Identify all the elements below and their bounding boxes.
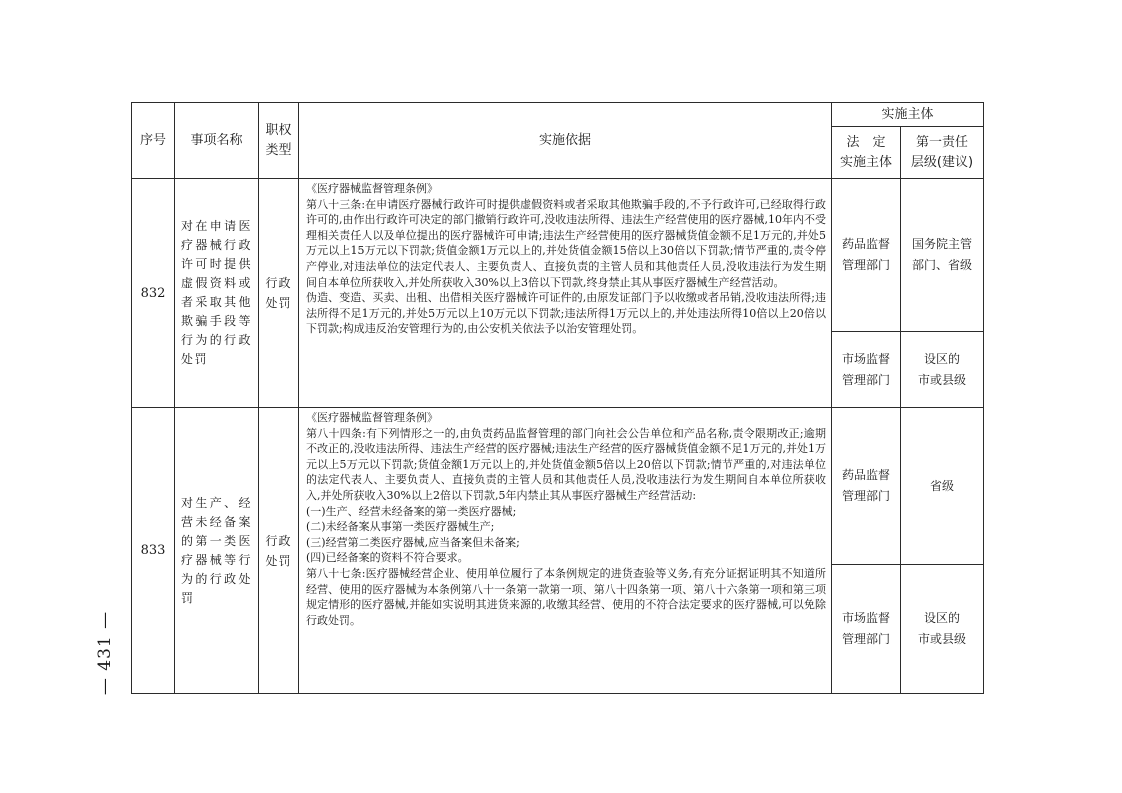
header-authority-type: 职权 类型 xyxy=(259,103,299,179)
page-number xyxy=(88,598,122,708)
row-legal-subject: 药品监督 管理部门 xyxy=(832,179,901,332)
row-authority-type: 行政 处罚 xyxy=(259,408,299,694)
table-header xyxy=(132,103,984,179)
header-basis: 实施依据 xyxy=(299,103,832,179)
administrative-penalty-table xyxy=(131,102,984,694)
row-first-level: 设区的 市或县级 xyxy=(901,332,984,408)
basis-paragraph: 第八十七条:医疗器械经营企业、使用单位履行了本条例规定的进货查验等义务,有充分证据证明其不知道所经营、使用的医疗器械为本条例第八十一条第一款第一项、第八十四条第一项、第八十六条第一项和第三项规定情形的医疗器械,并能如实说明其进货来源的,收缴其经营、使用的不符合法定要求的医疗器械,可以免除行政处罚。 xyxy=(306,566,826,627)
basis-paragraph: 伪造、变造、买卖、出租、出借相关医疗器械许可证件的,由原发证部门予以收缴或者吊销,没收违法所得;违法所得不足1万元的,并处5万元以上10万元以下罚款;违法所得1万元以上的,并处违法所得10倍以上20倍以下罚款;构成违反治安管理行为的,由公安机关依法予以治安管理处罚。 xyxy=(306,291,826,336)
basis-paragraph: (二)未经备案从事第一类医疗器械生产; xyxy=(306,520,495,534)
header-item-name: 事项名称 xyxy=(175,103,259,179)
basis-paragraph: (三)经营第二类医疗器械,应当备案但未备案; xyxy=(306,535,520,549)
header-subject-group: 实施主体 xyxy=(832,103,984,127)
table-row xyxy=(132,408,984,565)
header-first-level: 第一责任 层级(建议) xyxy=(901,127,984,179)
row-first-level: 省级 xyxy=(901,408,984,565)
page-number-text: — 431 — xyxy=(95,610,115,696)
row-item-name: 对生产、经营未经备案的第一类医疗器械等行为的行政处罚 xyxy=(175,408,259,694)
basis-paragraph: (一)生产、经营未经备案的第一类医疗器械; xyxy=(306,504,517,518)
row-item-name: 对在申请医疗器械行政许可时提供虚假资料或者采取其他欺骗手段等行为的行政处罚 xyxy=(175,179,259,408)
row-legal-subject: 市场监督 管理部门 xyxy=(832,565,901,694)
basis-paragraph: 第八十四条:有下列情形之一的,由负责药品监督管理的部门向社会公告单位和产品名称,责令限期改正;逾期不改正的,没收违法所得、违法生产经营的医疗器械;违法生产经营的医疗器械货值金额不足1万元的,并处1万元以上5万元以下罚款;货值金额1万元以上的,并处货值金额5倍以上20倍以下罚款;情节严重的,对违法单位的法定代表人、主要负责人、直接负责的主管人员和其他责任人员,没收违法行为发生期间自本单位所获收入,并处所获收入30%以上2倍以下罚款,5年内禁止其从事医疗器械生产经营活动: xyxy=(306,426,826,502)
row-first-level: 设区的 市或县级 xyxy=(901,565,984,694)
row-basis xyxy=(299,179,832,408)
row-legal-subject: 药品监督 管理部门 xyxy=(832,408,901,565)
row-basis xyxy=(299,408,832,694)
row-seq: 832 xyxy=(132,179,175,408)
header-legal-subject: 法 定 实施主体 xyxy=(832,127,901,179)
table-row xyxy=(132,179,984,332)
row-legal-subject: 市场监督 管理部门 xyxy=(832,332,901,408)
row-first-level: 国务院主管 部门、省级 xyxy=(901,179,984,332)
row-authority-type: 行政 处罚 xyxy=(259,179,299,408)
basis-paragraph: 第八十三条:在申请医疗器械行政许可时提供虚假资料或者采取其他欺骗手段的,不予行政许可,已经取得行政许可的,由作出行政许可决定的部门撤销行政许可,没收违法所得、违法生产经营使用的医疗器械,10年内不受理相关责任人以及单位提出的医疗器械许可申请;违法生产经营使用的医疗器械货值金额不足1万元的,并处5万元以上15万元以下罚款;货值金额1万元以上的,并处货值金额15倍以上30倍以下罚款;情节严重的,责令停产停业,对违法单位的法定代表人、主要负责人、直接负责的主管人员和其他责任人员,没收违法行为发生期间自本单位所获收入,并处所获收入30%以上3倍以下罚款,终身禁止其从事医疗器械生产经营活动。 xyxy=(306,197,826,289)
basis-paragraph: 《医疗器械监督管理条例》 xyxy=(306,182,438,195)
row-seq: 833 xyxy=(132,408,175,694)
basis-paragraph: 《医疗器械监督管理条例》 xyxy=(306,411,438,424)
basis-paragraph: (四)已经备案的资料不符合要求。 xyxy=(306,551,469,565)
header-seq: 序号 xyxy=(132,103,175,179)
